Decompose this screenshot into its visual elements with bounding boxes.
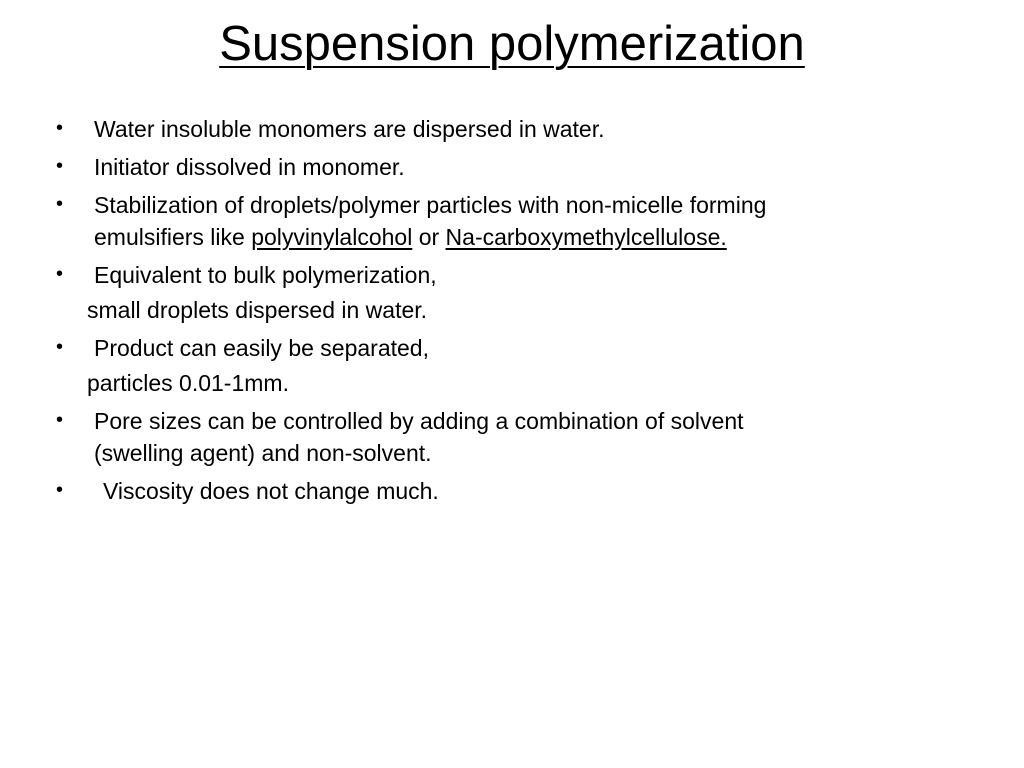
bullet-continuation: small droplets dispersed in water. [87, 297, 428, 323]
bullet-icon: • [56, 117, 64, 139]
polyvinylalcohol-link[interactable]: polyvinylalcohol [251, 224, 413, 250]
bullet-icon: • [56, 409, 64, 431]
bullet-text [94, 405, 956, 469]
bullet-icon: • [56, 479, 64, 501]
bullet-item [56, 332, 956, 364]
bullet-item [56, 259, 956, 291]
bullet-icon: • [56, 193, 64, 215]
slide-title: Suspension polymerization [219, 17, 805, 71]
bullet-text: Water insoluble monomers are dispersed in water. [94, 116, 605, 142]
bullet-item [56, 475, 956, 507]
bullet-item [56, 189, 956, 253]
bullet-text-line [94, 221, 956, 253]
bullet-text-fragment: or [412, 224, 446, 250]
bullet-item [56, 151, 956, 183]
bullet-icon: • [56, 263, 64, 285]
bullet-text-fragment: emulsifiers like [94, 224, 252, 250]
bullet-text: Viscosity does not change much. [103, 478, 439, 504]
bullet-text [94, 189, 956, 253]
bullet-icon: • [56, 336, 64, 358]
bullet-text-line: (swelling agent) and non-solvent. [94, 440, 432, 466]
bullet-item [56, 113, 956, 145]
bullet-text: Initiator dissolved in monomer. [94, 154, 405, 180]
bullet-text-line: Stabilization of droplets/polymer particles with non-micelle forming [94, 192, 767, 218]
bullet-item [56, 405, 956, 469]
bullet-icon: • [56, 155, 64, 177]
bullet-text: Equivalent to bulk polymerization, [94, 262, 437, 288]
bullet-text-line: Pore sizes can be controlled by adding a combination of solvent [94, 408, 744, 434]
na-carboxymethylcellulose-link[interactable]: Na-carboxymethylcellulose. [445, 224, 727, 250]
bullet-text: Product can easily be separated, [94, 335, 429, 361]
bullet-continuation: particles 0.01-1mm. [87, 370, 289, 396]
bullet-list [56, 113, 956, 513]
